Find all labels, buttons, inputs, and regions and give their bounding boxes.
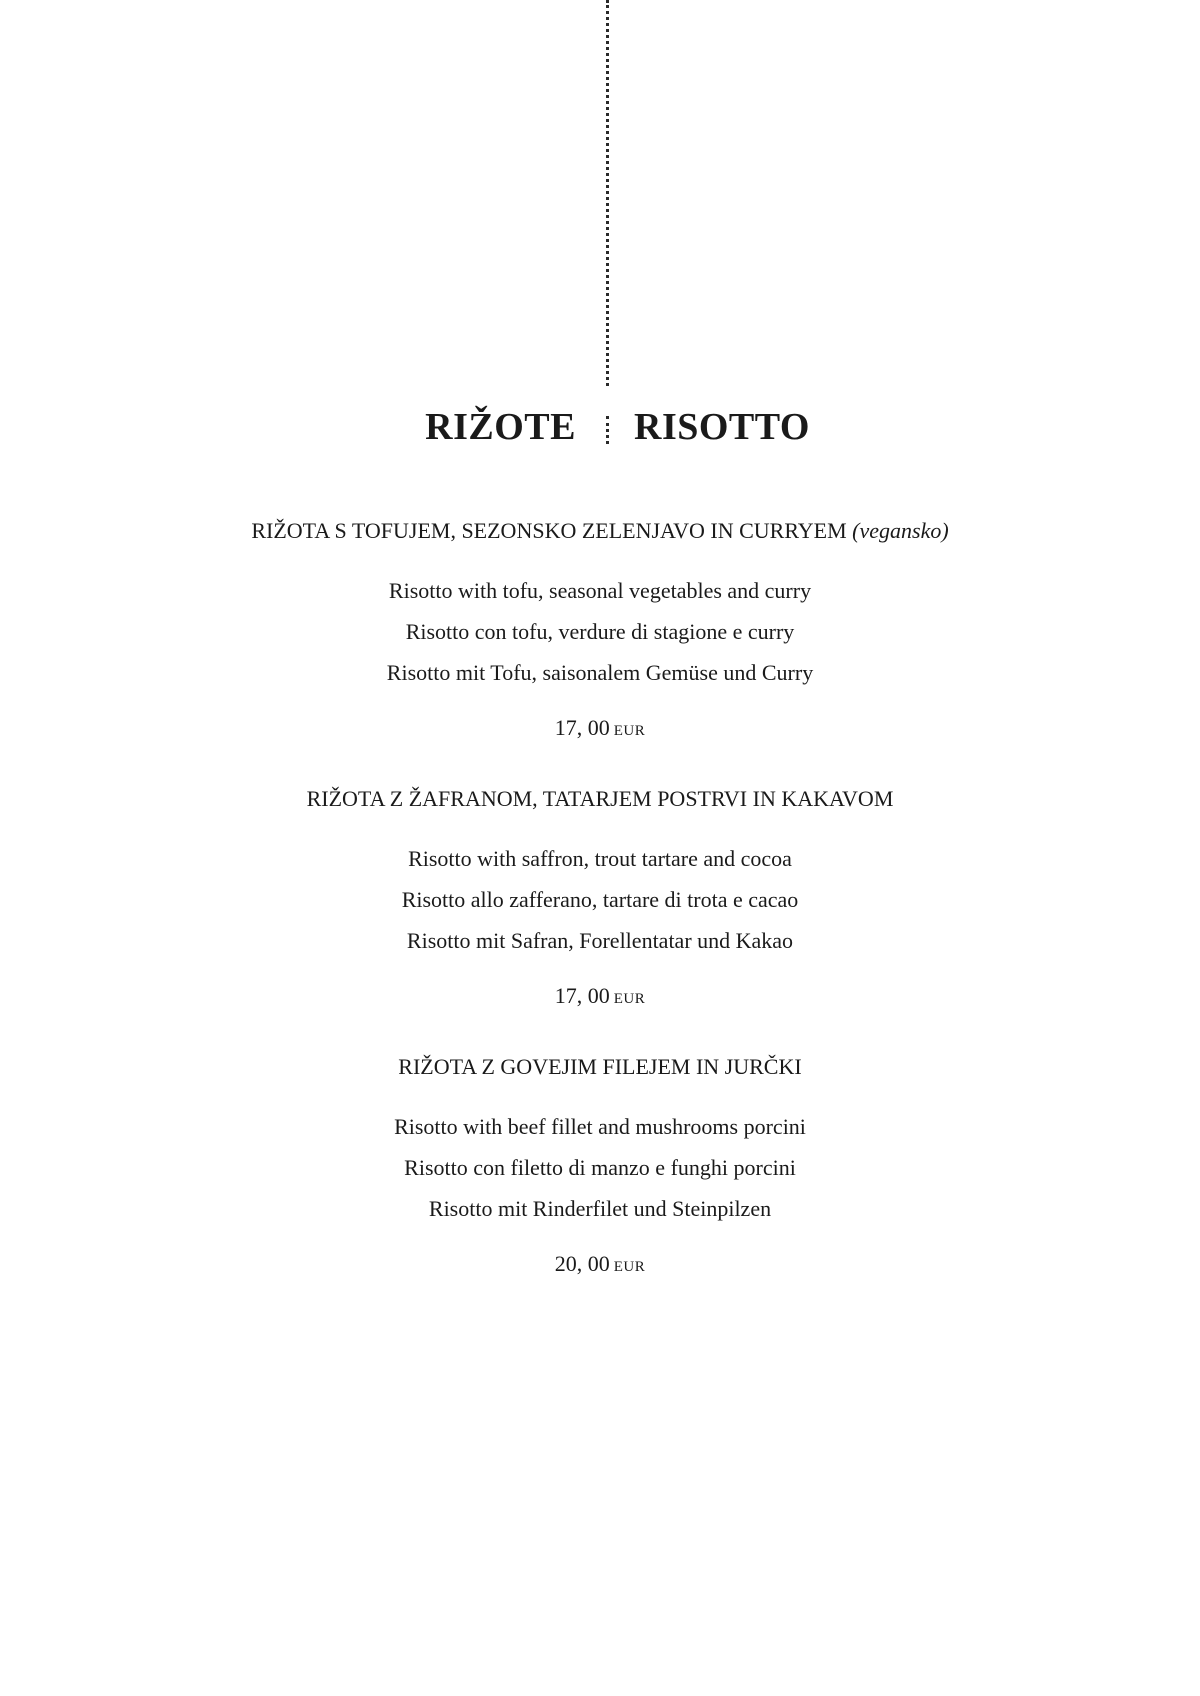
- menu-item-translation-de: Risotto mit Rinderfilet und Steinpilzen: [428, 1196, 772, 1221]
- dotted-divider-tick: [606, 416, 609, 444]
- menu-item: [0, 516, 1200, 746]
- menu-item-name: [0, 1052, 1200, 1082]
- price-currency: EUR: [613, 723, 646, 739]
- menu-item-translation-it: Risotto con tofu, verdure di stagione e curry: [405, 619, 795, 644]
- menu-item-name: [0, 784, 1200, 814]
- price-currency: EUR: [613, 991, 646, 1007]
- menu-item-note: (vegansko): [852, 518, 949, 543]
- menu-item-price: [0, 1249, 1200, 1282]
- price-value: 17, 00: [554, 715, 610, 740]
- menu-item-name-text: RIŽOTA Z GOVEJIM FILEJEM IN JURČKI: [398, 1054, 802, 1079]
- section-title-slovenian: RIŽOTE: [425, 406, 576, 448]
- price-value: 20, 00: [554, 1251, 610, 1276]
- menu-item-translation-en: Risotto with tofu, seasonal vegetables and curry: [388, 578, 812, 603]
- dotted-divider-line: [606, 0, 609, 386]
- menu-item-translation-en: Risotto with beef fillet and mushrooms porcini: [394, 1114, 806, 1139]
- menu-item-translation-de: Risotto mit Tofu, saisonalem Gemüse und Curry: [386, 660, 814, 685]
- price-currency: EUR: [613, 1259, 646, 1275]
- menu-item-translation-de: Risotto mit Safran, Forellentatar und Kakao: [406, 928, 794, 953]
- menu-list: [0, 516, 1200, 1320]
- section-title-english: RISOTTO: [634, 406, 810, 448]
- menu-item-name-text: RIŽOTA Z ŽAFRANOM, TATARJEM POSTRVI IN KAKAVOM: [306, 786, 894, 811]
- price-value: 17, 00: [554, 983, 610, 1008]
- menu-item-name-text: RIŽOTA S TOFUJEM, SEZONSKO ZELENJAVO IN CURRYEM: [251, 518, 847, 543]
- menu-item-price: [0, 713, 1200, 746]
- menu-item-translation-it: Risotto allo zafferano, tartare di trota e cacao: [401, 887, 799, 912]
- menu-item-price: [0, 981, 1200, 1014]
- menu-item: [0, 784, 1200, 1014]
- menu-item-translation-en: Risotto with saffron, trout tartare and cocoa: [408, 846, 792, 871]
- menu-item-translation-it: Risotto con filetto di manzo e funghi porcini: [404, 1155, 796, 1180]
- menu-item-name: [0, 516, 1200, 546]
- menu-item: [0, 1052, 1200, 1282]
